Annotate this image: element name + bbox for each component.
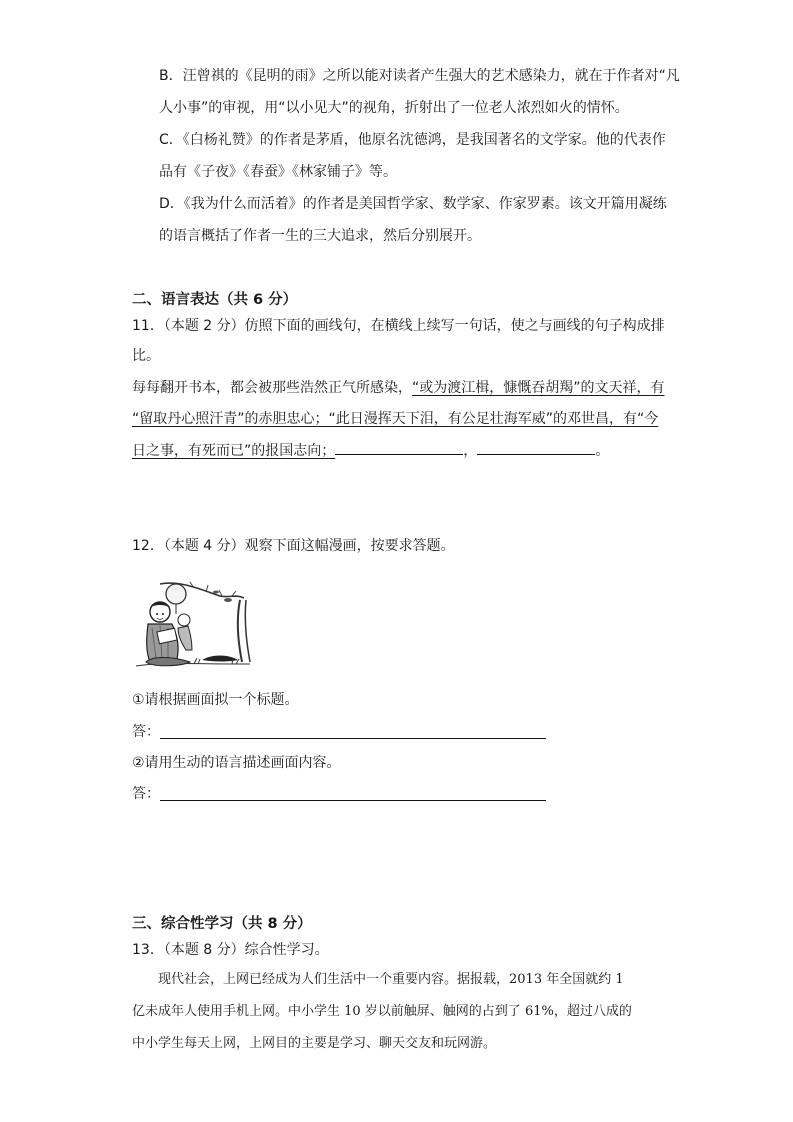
q12-answer-label-2: 答： bbox=[132, 786, 160, 802]
q11-blank-2[interactable] bbox=[477, 440, 595, 455]
q13-paragraph-line1: 现代社会，上网已经成为人们生活中一个重要内容。据报载，2013 年全国就约 1 bbox=[158, 972, 624, 987]
q11-period: 。 bbox=[595, 443, 610, 459]
q13-paragraph-line2: 亿未成年人使用手机上网。中小学生 10 岁以前触屏、触网的占到了 61%，超过八成的 bbox=[132, 1004, 632, 1019]
q12-sub1: ①请根据画面拟一个标题。 bbox=[132, 692, 299, 708]
q11-underlined-3: 日之事，有死而已”的报国志向； bbox=[132, 443, 336, 459]
q11-line3 bbox=[132, 378, 665, 398]
option-d-line2: 的语言概括了作者一生的三大追求，然后分别展开。 bbox=[159, 228, 481, 244]
q11-line4 bbox=[132, 409, 658, 429]
section2-heading: 二、语言表达（共 6 分） bbox=[132, 292, 298, 308]
q11-line5 bbox=[132, 440, 609, 461]
option-d-line1: D．《我为什么而活着》的作者是美国哲学家、数学家、作家罗素。该文开篇用凝练 bbox=[159, 196, 667, 212]
q12-sub2: ②请用生动的语言描述画面内容。 bbox=[132, 755, 341, 771]
option-b-line1: B．汪曾祺的《昆明的雨》之所以能对读者产生强大的艺术感染力，就在于作者对“凡 bbox=[159, 68, 680, 84]
q12-answer-line-2[interactable] bbox=[160, 800, 546, 801]
q11-blank-1[interactable] bbox=[335, 440, 463, 455]
option-b-line2: 人小事”的审视，用“以小见大”的视角，折射出了一位老人浓烈如火的情怀。 bbox=[159, 100, 629, 116]
section3-heading: 三、综合性学习（共 8 分） bbox=[132, 916, 312, 932]
q11-line1: 11．（本题 2 分）仿照下面的画线句，在横线上续写一句话，使之与画线的句子构成排 bbox=[132, 318, 665, 334]
q13-paragraph-line3: 中小学生每天上网，上网目的主要是学习、聊天交友和玩网游。 bbox=[132, 1036, 497, 1051]
q12-answer-label-1: 答： bbox=[132, 724, 160, 740]
option-c-line1: C．《白杨礼赞》的作者是茅盾，他原名沈德鸿，是我国著名的文学家。他的代表作 bbox=[159, 132, 666, 148]
option-c-line2: 品有《子夜》《春蚕》《林家铺子》等。 bbox=[159, 164, 397, 180]
q11-line2: 比。 bbox=[132, 348, 160, 364]
comic-illustration bbox=[132, 570, 252, 672]
q12-line1: 12．（本题 4 分）观察下面这幅漫画，按要求答题。 bbox=[132, 538, 455, 554]
q11-text-plain: 每每翻开书本，都会被那些浩然正气所感染， bbox=[132, 380, 412, 396]
q11-underlined-1: “或为渡江楫，慷慨吞胡羯”的文天祥，有 bbox=[412, 380, 665, 396]
q13-line1: 13．（本题 8 分）综合性学习。 bbox=[132, 942, 329, 958]
q11-comma: ， bbox=[463, 443, 478, 459]
q11-underlined-2: “留取丹心照汗青”的赤胆忠心；“此日漫挥天下泪，有公足壮海军威”的邓世昌，有“今 bbox=[132, 411, 659, 427]
q12-answer-line-1[interactable] bbox=[160, 738, 546, 739]
